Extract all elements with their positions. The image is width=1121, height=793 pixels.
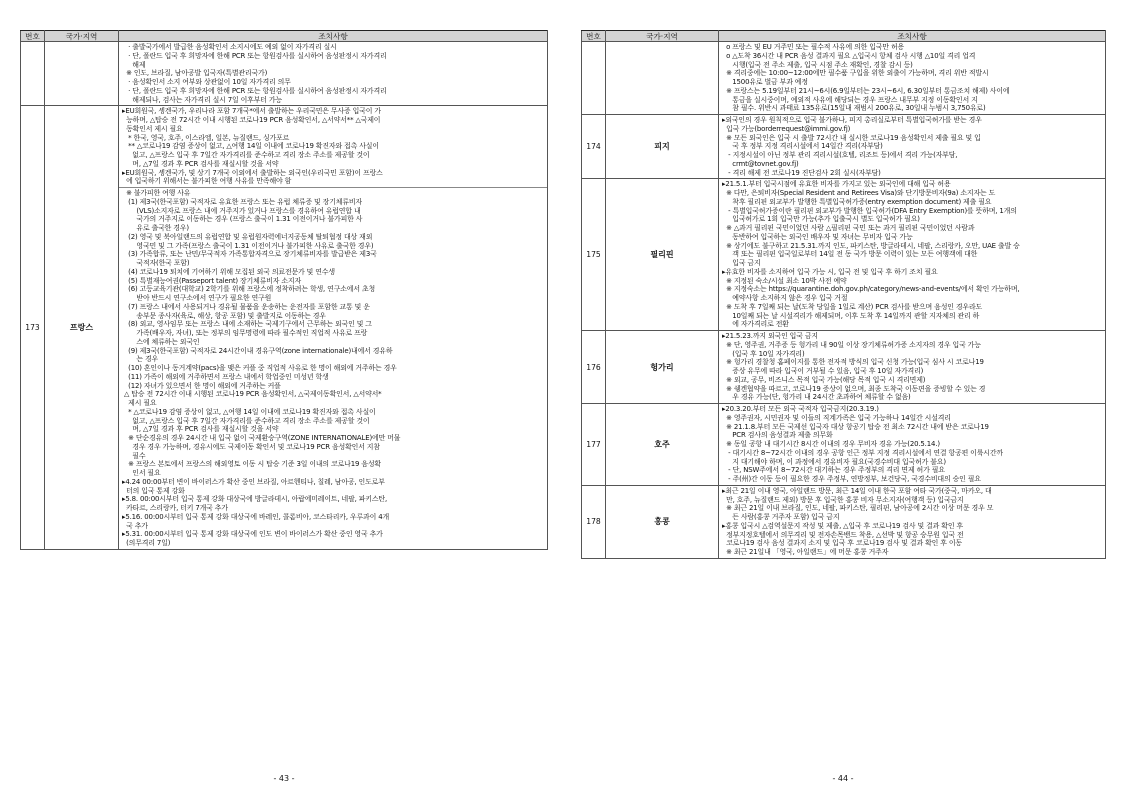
measure-line: (6) 고등교육기관(대학교) 2학기를 위해 프랑스에 정착하려는 학생, 연구소에서 초청 xyxy=(122,285,376,294)
measure-line: ※ 다만, 은퇴비자(Special Resident and Retirees Visa)와 단기방문비자(9a) 소지자는 도 xyxy=(722,189,996,197)
measure-line: 능하며, △탑승 전 72시간 이내 시행된 코로나19 PCR 음성확인서, △서약서** △국제이 xyxy=(122,116,381,124)
table-row xyxy=(21,42,548,106)
table-body xyxy=(582,42,1106,559)
measure-line: 시행(입국 전 주소 제출, 입국 시점 주소 재확인, 경찰 감시 등) xyxy=(722,60,913,69)
measures-cell xyxy=(719,331,1106,404)
measure-line: (9) 제3국(한국포함) 국적자로 24시간이내 경유구역(zone internationale)내에서 경유하 xyxy=(122,346,393,355)
measure-line: ▸5.8. 00:00시부터 입국 통제 강화 대상국에 방글라데시, 아랍에미레이트, 네팔, 파키스탄, xyxy=(122,495,388,504)
measure-line: - 지정시설이 아닌 정부 관리 격리시설(호텔, 리조트 등)에서 격리 가능(자부담, xyxy=(722,151,958,159)
measure-line: 며, △7일 경과 후 PCR 검사를 재실시할 것을 서약 xyxy=(122,159,279,168)
measure-line: 코로나19 검사 음성 결과지 소지 및 입국 후 코로나19 검사 및 결과 확인 후 이동 xyxy=(722,539,962,548)
table-row xyxy=(582,115,1106,179)
measure-line: 스에 체류하는 외국인 xyxy=(122,337,200,346)
row-number: 176 xyxy=(582,331,606,404)
table-row xyxy=(582,179,1106,331)
measure-line: 정부지정호텔에서 의무격리 및 전자손목밴드 착용, △선박 및 항공 승무원 입국 전 xyxy=(722,530,964,539)
measure-line: ▸최근 21일 이내 영국, 아일랜드 방문, 최근 14일 이내 한국 포함 여타 국가(중국, 마카오, 대 xyxy=(722,486,992,495)
measure-line: (3) 가족합류, 또는 난민/무국적자 가족통합자격으로 장기체류비자를 발급받은 제3국 xyxy=(122,250,377,259)
measure-line: ▸EU회원국, 솅겐국가, 및 상기 7개국 이외에서 출발하는 외국인(우리국민 포함)이 프랑스 xyxy=(122,168,383,177)
measure-line: (의무격리 7일) xyxy=(122,539,171,547)
row-number: 175 xyxy=(582,179,606,331)
table-header-row xyxy=(21,31,548,42)
measures-cell xyxy=(719,404,1106,486)
measure-line: 지 대기해야 하며, 이 과정에서 경유비자 필요(국경수비대 입국허가 불요) xyxy=(722,457,946,466)
measure-line: 며, △7일 경과 후 PCR 검사를 재실시할 것을 서약 xyxy=(122,425,279,434)
measure-line: 1500유로 벌금 부과 예정 xyxy=(722,78,808,86)
measure-line: ※ 인도, 브라질, 남아공발 입국자(특별관리국가) xyxy=(122,69,268,78)
measure-line: (10) 혼인이나 동거계약(pacs)을 맺은 커플 중 직업적 사유로 한 명이 해외에 거주하는 경우 xyxy=(122,364,397,372)
measure-line: ▸4.24 00:00부터 변이 바이러스가 확산 중인 브라질, 아르헨티나, 칠레, 남아공, 인도로부 xyxy=(122,477,385,486)
table-row xyxy=(21,106,548,550)
measure-line: 에 입국하기 위해서는 불가피한 여행 사유를 만족해야 함 xyxy=(122,177,292,186)
measure-line: ※ 21.1.8.부터 모든 국제선 입국자 대상 항공기 탑승 전 최소 72시간 내에 받은 코로나19 xyxy=(722,422,989,431)
measure-line: 객 또는 필리핀 입국일로부터 14일 전 동 국가 방문 이력이 있는 모든 여행객에 대한 xyxy=(722,250,978,259)
country-name: 홍콩 xyxy=(606,485,719,558)
measure-line: ‧ 단, 폴란드 입국 후 희망자에 한해 PCR 또는 항원검사를 실시하여 음성판정시 자가격리 xyxy=(122,51,387,60)
measure-line: 필수 xyxy=(122,451,146,460)
table-row xyxy=(582,485,1106,558)
measure-line: 입국 가능(borderrequest@immi.gov.fj) xyxy=(722,124,851,133)
measure-line: 통금을 실시중이며, 예외적 사유에 해당되는 경우 프랑스 내무부 지정 이동확인서 지 xyxy=(722,95,978,104)
header-measures: 조치사항 xyxy=(719,31,1106,42)
measure-line: - 특별입국허가증이란 필리핀 외교부가 발행한 입국허가(DFA Entry Exemption)를 뜻하며, 1개의 xyxy=(722,206,1017,215)
measure-line: ‧ 음성확인서 소지 여부와 상관없이 10일 자가격리 의무 xyxy=(122,78,291,86)
measure-line: o 프랑스 및 EU 거주민 또는 필수적 사유에 의한 입국만 허용 xyxy=(722,43,905,51)
header-number: 번호 xyxy=(582,31,606,42)
table-row xyxy=(582,42,1106,115)
table-header-row xyxy=(582,31,1106,42)
measure-line: o △도착 36시간 내 PCR 음성 결과지 필요 △입국시 항체 검사 시행 △10일 격리 업격 xyxy=(722,51,976,60)
measure-line: 해제되나, 검사는 자가격리 실시 7일 이후부터 가능 xyxy=(122,95,282,104)
measure-line: ** △코로나19 감염 증상이 없고, △여행 14일 이내에 코로나19 확진자와 접촉 사실이 xyxy=(122,142,379,151)
measure-line: (8) 외교, 영사임무 또는 프랑스 내에 소재하는 국제기구에서 근무하는 외국인 및 그 xyxy=(122,320,372,329)
measure-line: ※ 프랑스 본토에서 프랑스의 해외영토 이동 시 탑승 기준 3일 이내의 코로나19 음성확 xyxy=(122,460,381,469)
measures-cell xyxy=(119,106,548,550)
measure-line: ※ 격리중에는 10:00~12:00에만 필수품 구입을 위한 외출이 가능하며, 격리 위반 적발시 xyxy=(722,69,989,78)
measure-line: ※ 지정된 숙소/시설 최소 10박 사전 예약 xyxy=(722,276,847,285)
measure-line: ※ 상기에도 불구하고 21.5.31.까지 인도, 파키스탄, 방글라데시, 네팔, 스리랑카, 오만, UAE 출발 승 xyxy=(722,241,1020,250)
measure-line: 에 자가격리로 전환 xyxy=(722,320,789,329)
country-name xyxy=(606,42,719,115)
country-name: 피지 xyxy=(606,115,719,179)
header-country: 국가·지역 xyxy=(606,31,719,42)
measure-line: ▸20.3.20.부터 모든 외국 국적자 입국금지(20.3.19.) xyxy=(722,405,879,413)
measure-line: ▸홍콩 입국시 △검역설문지 작성 및 제출, △입국 후 코로나19 검사 및 결과 확인 후 xyxy=(722,521,964,530)
measure-line: ▸21.5.23.까지 외국인 입국 금지 xyxy=(722,332,818,340)
country-name: 호주 xyxy=(606,404,719,486)
measure-line: - 격리 해제 전 코로나19 진단검사 2회 실시(자부담) xyxy=(722,168,881,177)
measure-line: ※ 지정숙소는 https://quarantine.doh.gov.ph/category/news-and-events/에서 확인 가능하며, xyxy=(722,285,1020,294)
measure-line: 국가의 거주지로 이동하는 경우 (프랑스 출국이 1.31 이전이거나 불가피한 사 xyxy=(122,215,363,224)
measure-line: 동확인서 제시 필요 xyxy=(122,124,183,133)
left-page xyxy=(20,30,548,550)
section-divider xyxy=(119,187,547,188)
measure-line: (VLS)소지자로 프랑스 내에 거주지가 있거나 프랑스를 경유하여 유럽연합 내 xyxy=(122,206,361,215)
measure-line: 해제 xyxy=(122,60,146,69)
measure-line: 는 경우 xyxy=(122,355,159,364)
measure-line: △ 탑승 전 72시간 이내 시행된 코로나19 PCR 음성확인서, △국제이동확인서, △서약서* xyxy=(122,390,382,399)
measure-line: 입국 금지 xyxy=(722,259,761,267)
row-number: 174 xyxy=(582,115,606,179)
country-name: 헝가리 xyxy=(606,331,719,404)
measure-line: 받아 반드시 연구소에서 연구가 필요한 연구원 xyxy=(122,294,272,302)
measure-line: 카타르, 스리랑카, 터키 7개국 추가 xyxy=(122,504,228,512)
country-name: 필리핀 xyxy=(606,179,719,331)
measure-line: ▸21.5.1.부터 입국시점에 유효한 비자를 가지고 있는 외국인에 대해 입국 허용 xyxy=(722,180,951,189)
measure-line: ‧ 단, 폴란드 입국 후 희망자에 한해 PCR 또는 항원검사를 실시하여 음성판정시 자가격리 xyxy=(122,86,387,95)
measure-line: 만, 호주, 뉴질랜드 제외) 방문 후 입국한 홍콩 비자 무소지자(여행객 등) 입국금지 xyxy=(722,495,964,504)
measure-line: 우 경유 가능(단, 헝가리 내 24시간 초과하여 체류할 수 없음) xyxy=(722,393,911,402)
measure-line: - 주(州)간 이동 등이 필요한 경우 주정부, 연방정부, 보건당국, 국경수비대의 승인 필요 xyxy=(722,475,981,483)
measure-line: 송부문 종사자(육로, 해상, 항공 포함) 및 출발지로 이동하는 경우 xyxy=(122,311,326,320)
row-number xyxy=(21,42,45,106)
table-row xyxy=(582,331,1106,404)
measure-line: ※ 영주권자, 시민권자 및 이들의 직계가족은 입국 가능하나 14일간 시설격리 xyxy=(722,413,951,422)
measure-line: - 대기시간 8~72시간 이내의 경우 공항 인근 정부 지정 격리시설에서 연결 항공편 이륙시간까 xyxy=(722,448,1003,457)
measure-line: 국 추가 xyxy=(122,521,148,530)
measure-line: (11) 가족이 해외에 거주하면서 프랑스 내에서 학업중인 미성년 학생 xyxy=(122,372,329,381)
measures-cell xyxy=(719,485,1106,558)
table-body xyxy=(21,42,548,550)
country-name xyxy=(45,42,119,106)
measure-line: 없고, △프랑스 입국 후 7일간 자가격리를 준수하고 격리 장소 주소를 제공할 것이 xyxy=(122,416,370,425)
measure-line: 유로 출국한 경우) xyxy=(122,224,189,232)
measure-line: ※ △과거 필리핀 국민이었던 사람 △필리핀 국민 또는 과거 필리핀 국민이었던 사람과 xyxy=(722,224,975,232)
measure-line: ※ 단순경유의 경우 24시간 내 입국 없이 국제환승구역(ZONE INTERNATIONALE)에만 머물 xyxy=(122,434,401,442)
row-number xyxy=(582,42,606,115)
measure-line: crmt@tovnet.gov.fj) xyxy=(722,159,799,168)
measure-line: 10일째 되는 날 시설격리가 해제되며, 이후 도착 후 14일까지 관할 지자체의 관리 하 xyxy=(722,311,980,320)
measure-line: ▸EU회원국, 솅겐국가, 우리나라 포함 7개국*에서 출발하는 우리국민은 무사증 입국이 가 xyxy=(122,107,381,116)
measure-line: ※ 쉥겐협약을 따르고, 코로나19 증상이 없으며, 최종 도착국 이동편을 증빙할 수 있는 경 xyxy=(722,384,986,393)
header-measures: 조치사항 xyxy=(119,31,548,42)
measure-line: 예약사항 소지하지 않은 경우 입국 거절 xyxy=(722,294,848,302)
measure-line: 증상 유무에 따라 입국이 거부될 수 있음, 입국 후 10일 자가격리) xyxy=(722,367,924,375)
measure-line: 인서 필요 xyxy=(122,469,161,477)
row-number: 173 xyxy=(21,106,45,550)
country-name: 프랑스 xyxy=(45,106,119,550)
measures-cell xyxy=(719,179,1106,331)
measure-line: ※ 외교, 공무, 비즈니스 목적 입국 가능(해당 목적 입국 시 격리면제) xyxy=(722,375,926,384)
measure-line: * 한국, 영국, 호주, 이스라엘, 일본, 뉴질랜드, 싱가포르 xyxy=(122,133,290,142)
measure-line: 국 후 정부 지정 격리시설에서 14일간 격리(자부담) xyxy=(722,142,883,151)
measure-line: 국적자(한국 포함) xyxy=(122,259,190,267)
measure-line: ▸외국인의 경우 원칙적으로 입국 불가하나, 피지 총리실로부터 특별입국허가를 받는 경우 xyxy=(722,116,982,124)
measure-line: 가족(배우자, 자녀), 또는 정부의 임무명령에 따라 필수적인 직업적 사유로 프랑 xyxy=(122,329,368,337)
measure-line: ※ 불가피한 여행 사유 xyxy=(122,189,191,197)
measure-line: 경우 경우 가능하며, 경유시에도 국제이동 확인서 및 코로나19 PCR 음성확인서 지참 xyxy=(122,442,380,451)
measure-line: (2) 영국 및 북아일랜드의 유럽연합 및 유럽원자력에너지공동체 탈퇴협정 대상 재외 xyxy=(122,232,373,241)
measure-line: (12) 자녀가 있으면서 한 명이 해외에 거주하는 커플 xyxy=(122,381,281,390)
table-row xyxy=(582,404,1106,486)
measures-cell xyxy=(119,42,548,106)
measures-cell xyxy=(719,42,1106,115)
measure-line: 입국허가로 1회 입국만 가능(추가 입출국시 별도 입국허가 필요) xyxy=(722,215,920,224)
measure-line: (4) 코로나19 퇴치에 기여하기 위해 모집된 외국 의료전문가 및 연수생 xyxy=(122,267,335,276)
measure-line: (5) 특별재능여권(Passeport talent) 장기체류비자 소지자 xyxy=(122,276,302,285)
page-number-left: - 43 - xyxy=(273,774,295,783)
measure-line: ※ 최근 21일 이내 브라질, 인도, 네팔, 파키스탄, 필리핀, 남아공에 2시간 이상 머문 경우 모 xyxy=(722,504,994,513)
measure-line: ▸5.31. 00:00시부터 입국 통제 강화 대상국에 인도 변이 바이러스가 확산 중인 영국 추가 xyxy=(122,530,383,539)
measure-line: ▸5.16. 00:00시부터 입국 통제 강화 대상국에 바레인, 콜롬비아, 코스타리카, 우루과이 4개 xyxy=(122,512,390,521)
measure-line: ※ 동일 공항 내 대기시간 8시간 이내의 경우 무비자 경유 가능(20.5.14.) xyxy=(722,440,940,448)
right-page xyxy=(581,30,1106,559)
measure-line: ※ 도착 후 7일째 되는 날(도착 당일을 1일로 계산) PCR 검사를 받으며 음성인 경우라도 xyxy=(722,302,983,311)
measures-table-left xyxy=(20,30,548,550)
measures-cell xyxy=(719,115,1106,179)
measure-line: 착후 필리핀 외교부가 발행한 특별입국허가증(entry exemption document) 제출 필요 xyxy=(722,197,992,206)
measure-line: 동반하여 입국하는 외국인 배우자 및 자녀는 무비자 입국 가능 xyxy=(722,232,913,241)
measures-table-right xyxy=(581,30,1106,559)
measure-line: 터의 입국 통제 강화 xyxy=(122,486,185,495)
measure-line: ‧ 출발국가에서 발급한 음성확인서 소지시에도 예외 없이 자가격리 실시 xyxy=(122,43,337,51)
measure-line: ※ 단, 영주권, 거주증 등 헝가리 내 90일 이상 장기체류허가증 소지자의 경우 입국 가능 xyxy=(722,340,981,349)
measure-line: 참 필수. 위반시 과태료 135유로(15일내 재범시 200유로, 30일내 누범시 3,750유로) xyxy=(722,104,986,113)
measure-line: - 단, NSW주에서 8~72시간 대기하는 경우 주정부의 격리 면제 허가 필요 xyxy=(722,466,945,475)
measure-line: (1) 제3국(한국포함) 국적자로 유효한 프랑스 또는 유럽 체류증 및 장기체류비자 xyxy=(122,197,362,206)
measure-line: (입국 후 10일 자가격리) xyxy=(722,349,805,358)
measure-line: ※ 프랑스는 5.19일부터 21시~6시(6.9일부터는 23시~6시, 6.30일부터 통금조치 해제) 사이에 xyxy=(722,86,1010,95)
measure-line: ▸유효한 비자를 소지하여 입국 가능 시, 입국 전 및 입국 후 하기 조치 필요 xyxy=(722,267,938,276)
measure-line: ※ 모든 외국인은 입국 시 출발 72시간 내 실시한 코로나19 음성확인서 제출 필요 및 입 xyxy=(722,133,981,142)
measure-line: ※ 최근 21일내 「영국, 아일랜드」에 머문 홍콩 거주자 xyxy=(722,548,889,556)
row-number: 178 xyxy=(582,485,606,558)
measure-line: ※ 헝가리 경찰청 홈페이지를 통한 전자적 방식의 입국 신청 가능(입국 심사 시 코로나19 xyxy=(722,358,984,367)
header-number: 번호 xyxy=(21,31,45,42)
measure-line: (7) 프랑스 내에서 사용되거나 경유될 물품을 운송하는 운전자를 포함한 교통 및 운 xyxy=(122,302,370,311)
row-number: 177 xyxy=(582,404,606,486)
measure-line: PCR 검사의 음성결과 제출 의무화 xyxy=(722,431,833,440)
page-number-right: - 44 - xyxy=(832,774,854,783)
header-country: 국가·지역 xyxy=(45,31,119,42)
measure-line: 없고, △프랑스 입국 후 7일간 자가격리를 준수하고 격리 장소 주소를 제공할 것이 xyxy=(122,151,370,159)
measure-line: * △코로나19 감염 증상이 없고, △여행 14일 이내에 코로나19 확진자와 접촉 사실이 xyxy=(122,407,376,416)
measure-line: 든 사람(홍콩 거주자 포함) 입국 금지 xyxy=(722,513,840,521)
measure-line: 제시 필요 xyxy=(122,399,157,407)
measure-line: 영국민 및 그 가족(프랑스 출국이 1.31 이전이거나 불가피한 사유로 출국한 경우) xyxy=(122,241,374,250)
